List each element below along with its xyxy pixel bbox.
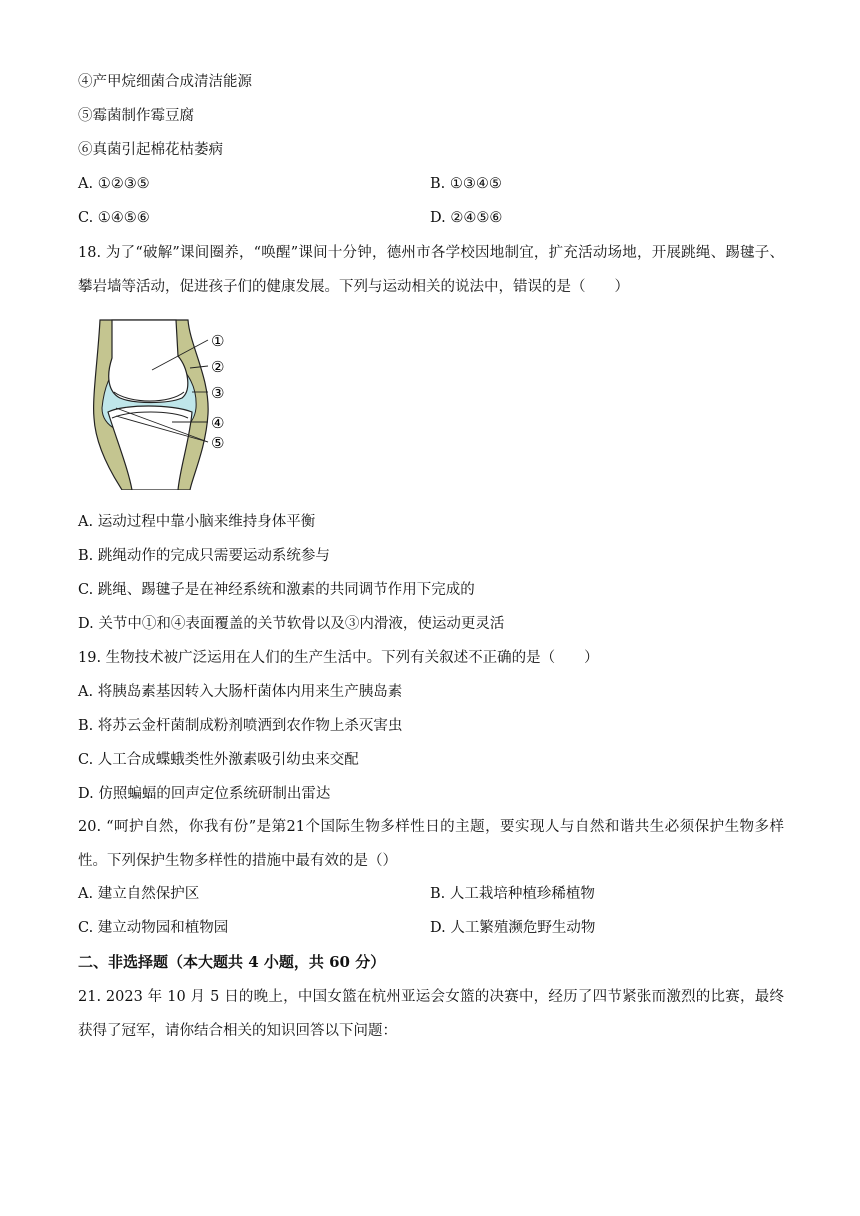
figure-label-4: ④ [211,414,225,432]
q20-stem: 20. “呵护自然，你我有份”是第21个国际生物多样性日的主题，要实现人与自然和谐共生必须保护生物多样性。下列保护生物多样性的措施中最有效的是（） [78,819,784,869]
q20-option-b: B. 人工栽培种植珍稀植物 [430,886,595,902]
figure-label-1: ① [211,332,225,350]
joint-head [109,320,188,403]
figure-label-2: ② [211,358,225,376]
q20-option-a: A. 建立自然保护区 [78,886,200,902]
q17-option-b: B. ①③④⑤ [430,176,502,192]
q19-stem: 19. 生物技术被广泛运用在人们的生产生活中。下列有关叙述不正确的是（ ） [78,650,599,666]
q17-item-4: ④产甲烷细菌合成清洁能源 [78,74,252,90]
q19-option-d: D. 仿照蝙蝠的回声定位系统研制出雷达 [78,786,331,802]
knee-joint-figure [80,318,240,490]
q17-option-a: A. ①②③⑤ [78,176,150,192]
q19-option-c: C. 人工合成蝶蛾类性外激素吸引幼虫来交配 [78,752,359,768]
figure-label-3: ③ [211,384,225,402]
q18-stem: 18. 为了“破解”课间圈养，“唤醒”课间十分钟，德州市各学校因地制宜，扩充活动场地，开展跳绳、踢毽子、攀岩墙等活动，促进孩子们的健康发展。下列与运动相关的说法中，错误的是（ ） [78,245,784,295]
q18-option-a: A. 运动过程中靠小脑来维持身体平衡 [78,514,316,530]
q19-option-a: A. 将胰岛素基因转入大肠杆菌体内用来生产胰岛素 [78,684,403,700]
q20-option-d: D. 人工繁殖濒危野生动物 [430,920,596,936]
q17-option-c: C. ①④⑤⑥ [78,210,150,226]
q17-item-5: ⑤霉菌制作霉豆腐 [78,108,194,124]
q18-option-d: D. 关节中①和④表面覆盖的关节软骨以及③内滑液，使运动更灵活 [78,616,505,632]
q18-option-c: C. 跳绳、踢毽子是在神经系统和激素的共同调节作用下完成的 [78,582,475,598]
section-heading: 二、非选择题（本大题共 4 小题，共 60 分） [78,953,386,971]
figure-label-5: ⑤ [211,434,225,452]
q21-stem: 21. 2023 年 10 月 5 日的晚上，中国女篮在杭州亚运会女篮的决赛中，经历了四节紧张而激烈的比赛，最终获得了冠军，请你结合相关的知识回答以下问题： [78,989,784,1039]
q19-option-b: B. 将苏云金杆菌制成粉剂喷洒到农作物上杀灭害虫 [78,718,403,734]
q18-option-b: B. 跳绳动作的完成只需要运动系统参与 [78,548,330,564]
q17-item-6: ⑥真菌引起棉花枯萎病 [78,142,223,158]
q17-option-d: D. ②④⑤⑥ [430,210,503,226]
q20-option-c: C. 建立动物园和植物园 [78,920,229,936]
